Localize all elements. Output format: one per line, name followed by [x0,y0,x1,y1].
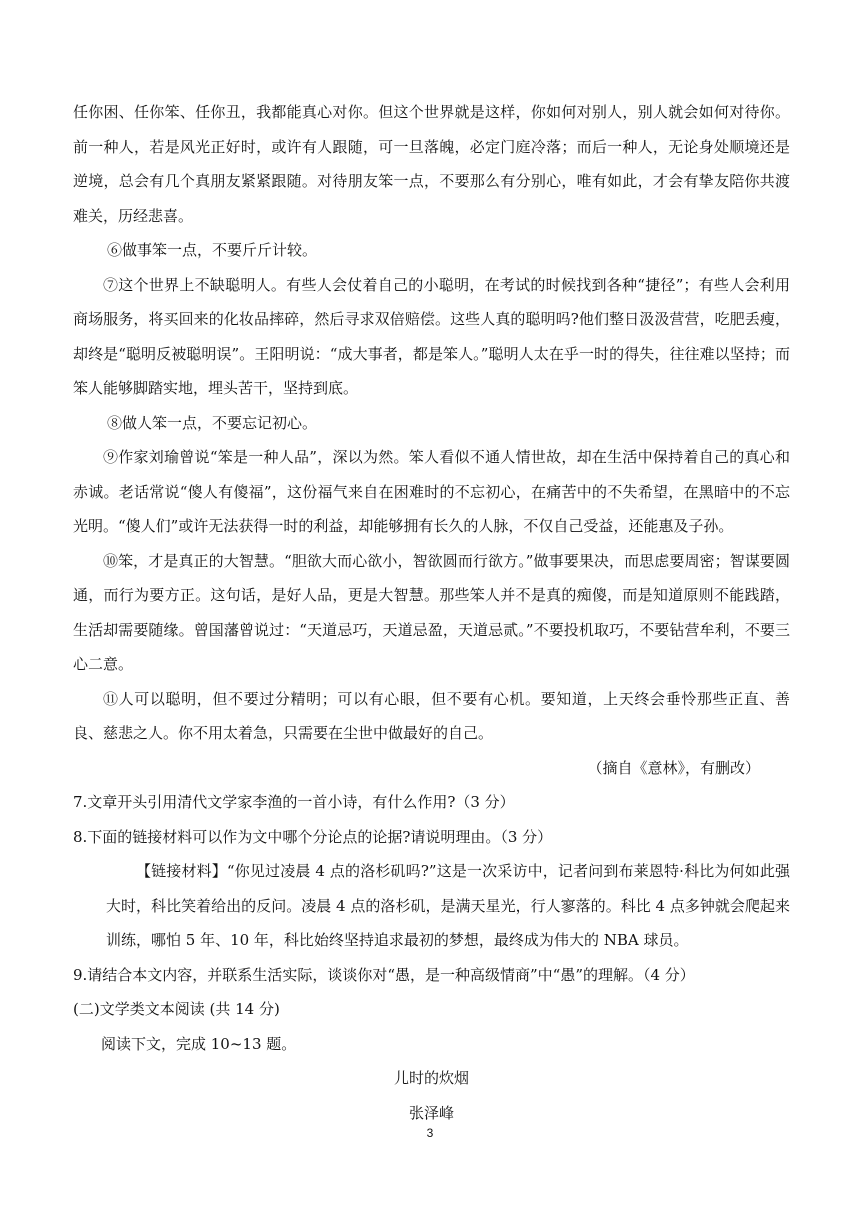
paragraph-6-heading: ⑥做事笨一点，不要斤斤计较。 [107,241,318,259]
page-number: 3 [426,1126,434,1140]
question-9: 9.请结合本文内容，并联系生活实际，谈谈你对“愚，是一种高级情商”中“愚”的理解。（4 分） [73,965,695,984]
link-material-text: 【链接材料】“你见过凌晨 4 点的洛杉矶吗?”这是一次采访中，记者问到布莱恩特·科比为何如此强大时，科比笑着给出的反问。凌晨 4 点的洛杉矶，是满天星光，行人寥落的。科比 4 点多钟就会爬起来训练，哪怕 5 年、10 年，科比始终坚持追求最初的梦想，最终成为伟大的 NBA 球员。 [106,862,790,949]
paragraph-7: ⑦这个世界上不缺聪明人。有些人会仗着自己的小聪明，在考试的时候找到各种“捷径”；有些人会利用商场服务，将买回来的化妆品摔碎，然后寻求双倍赔偿。这些人真的聪明吗?他们整日汲汲营营，吃肥丢瘦，却终是“聪明反被聪明误”。王阳明说：“成大事者，都是笨人。”聪明人太在乎一时的得失，往往难以坚持；而笨人能够脚踏实地，埋头苦干，坚持到底。 [73,275,790,397]
section-heading: (二)文学类文本阅读 (共 14 分) [73,1000,280,1018]
question-8: 8.下面的链接材料可以作为文中哪个分论点的论据?请说明理由。（3 分） [73,827,553,846]
source-citation: （摘自《意林》，有删改） [587,758,760,777]
question-7: 7.文章开头引用清代文学家李渔的一首小诗，有什么作用?（3 分） [73,793,515,811]
link-material [73,854,790,958]
paragraph-continued: 任你困、任你笨、任你丑，我都能真心对你。但这个世界就是这样，你如何对别人，别人就会如何对待你。前一种人，若是风光正好时，或许有人跟随，可一旦落魄，必定门庭冷落；而后一种人，无论身处顺境还是逆境，总会有几个真朋友紧紧跟随。对待朋友笨一点，不要那么有分别心，唯有如此，才会有挚友陪你共渡难关，历经悲喜。 [73,103,790,225]
paragraph-8-heading: ⑧做人笨一点，不要忘记初心。 [107,413,318,432]
article-title: 儿时的炊烟 [393,1069,469,1087]
paragraph-9: ⑨作家刘瑜曾说“笨是一种人品”，深以为然。笨人看似不通人情世故，却在生活中保持着自己的真心和赤诚。老话常说“傻人有傻福”，这份福气来自在困难时的不忘初心，在痛苦中的不失希望，在黑暗中的不忘光明。“傻人们”或许无法获得一时的利益，却能够拥有长久的人脉，不仅自己受益，还能惠及子孙。 [73,448,790,535]
section-intro: 阅读下文，完成 10~13 题。 [101,1034,297,1053]
article-author: 张泽峰 [408,1103,454,1122]
paragraph-11: ⑪人可以聪明，但不要过分精明；可以有心眼，但不要有心机。要知道，上天终会垂怜那些正直、善良、慈悲之人。你不用太着急，只需要在尘世中做最好的自己。 [73,689,790,742]
paragraph-10: ⑩笨，才是真正的大智慧。“胆欲大而心欲小，智欲圆而行欲方。”做事要果决，而思虑要周密；智谋要圆通，而行为要方正。这句话，是好人品，更是大智慧。那些笨人并不是真的痴傻，而是知道原则不能践踏，生活却需要随缘。曾国藩曾说过：“天道忌巧，天道忌盈，天道忌贰。”不要投机取巧，不要钻营牟利，不要三心二意。 [73,551,790,673]
